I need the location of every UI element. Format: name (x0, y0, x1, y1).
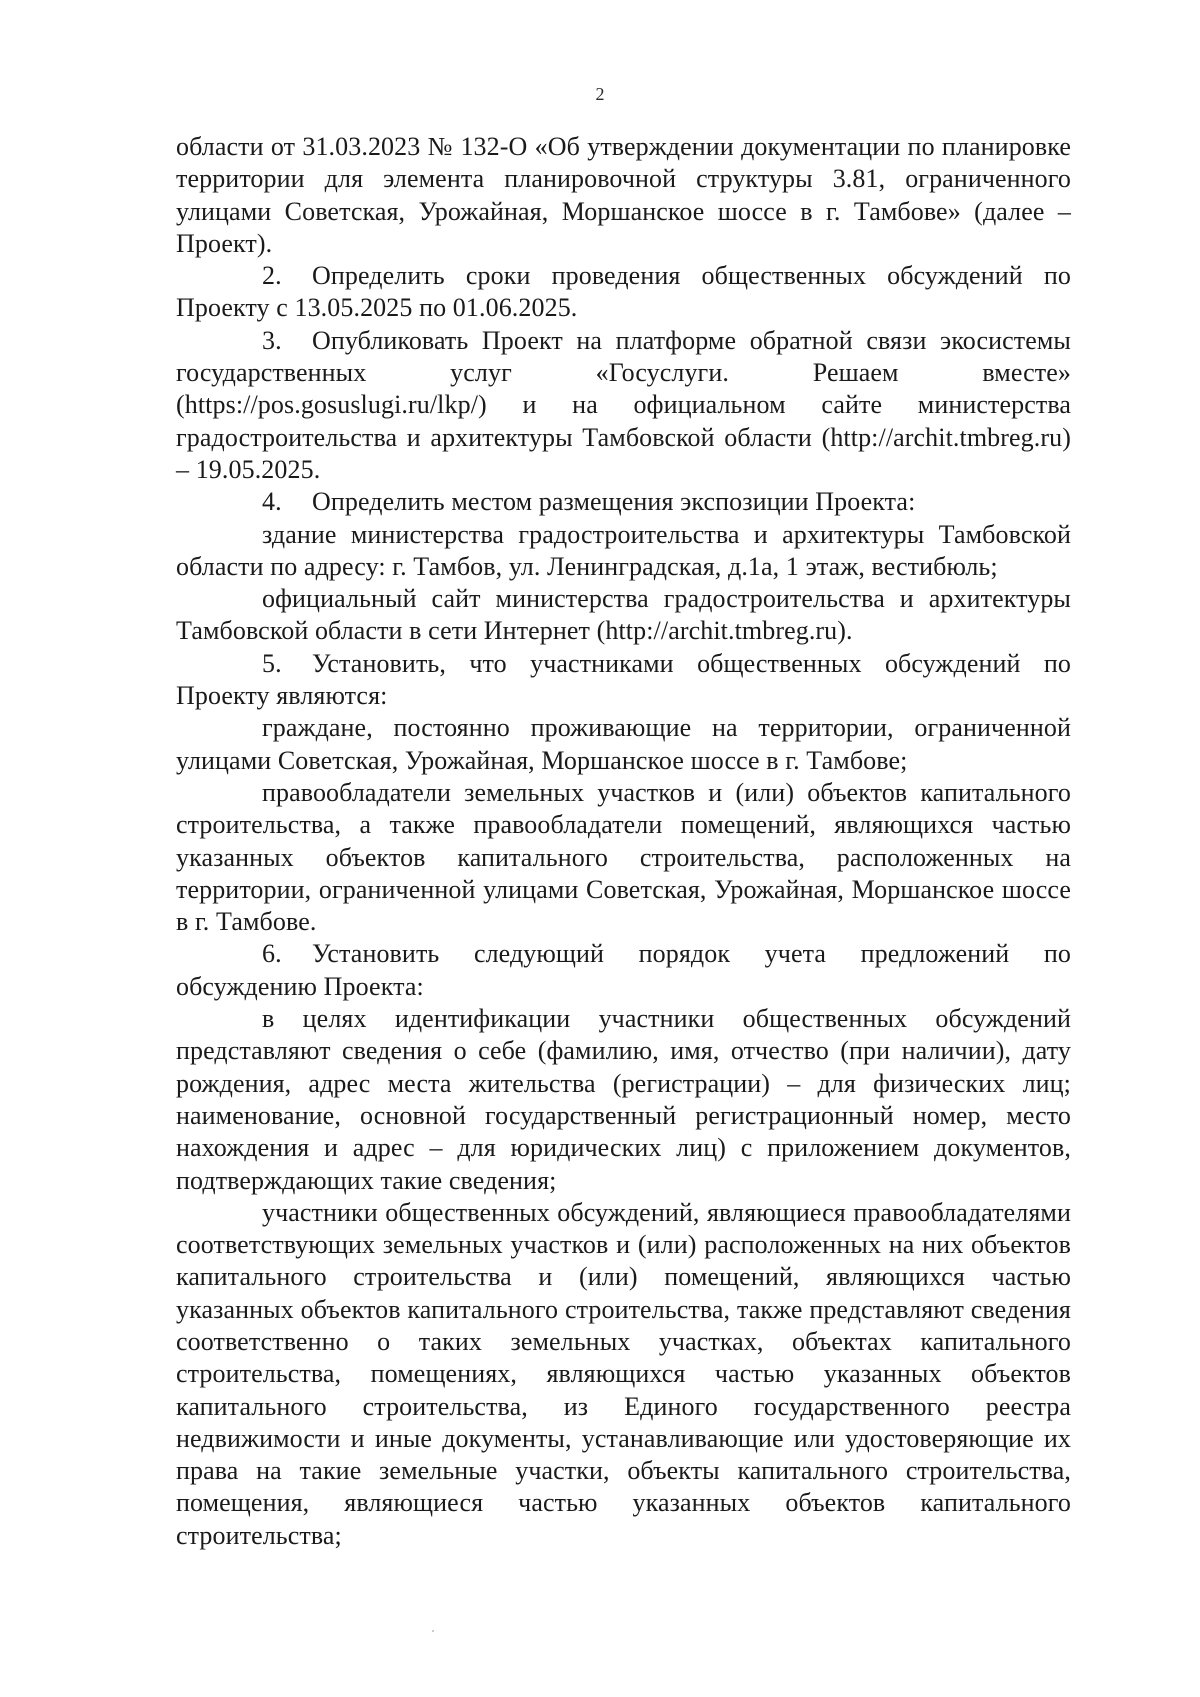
paragraph-subitem (176, 1197, 1071, 1552)
paragraph-text: здание министерства градостроительства и архитектуры Тамбовской области по адресу: г. Тамбов, ул. Ленинградская, д.1а, 1 этаж, вестибюль; (176, 519, 1071, 581)
paragraph-item-6 (176, 938, 1071, 1003)
paragraph-text: Определить сроки проведения общественных обсуждений по Проекту с 13.05.2025 по 01.06.2025. (176, 261, 1071, 323)
paragraph-text: Установить следующий порядок учета предложений по обсуждению Проекта: (176, 939, 1071, 1001)
page-number: 2 (595, 84, 605, 104)
paragraph-text: официальный сайт министерства градостроительства и архитектуры Тамбовской области в сети Интернет (http://archit.tmbreg.ru). (176, 584, 1071, 646)
item-number: 4. (262, 487, 282, 517)
paragraph-text: граждане, постоянно проживающие на территории, ограниченной улицами Советская, Урожайная, Моршанское шоссе в г. Тамбове; (176, 713, 1071, 775)
paragraph-text: Установить, что участниками общественных обсуждений по Проекту являются: (176, 648, 1071, 711)
paragraph-subitem (176, 519, 1071, 584)
paragraph-subitem (176, 777, 1071, 938)
paragraph-continuation (176, 131, 1071, 260)
paragraph-subitem (176, 712, 1071, 777)
paragraph-text: в целях идентификации участники общественных обсуждений представляют сведения о себе (фамилию, имя, отчество (при наличии), дату рождения, адрес места жительства (регистрации) – для физических лиц; наименование, основной государственный регистрационный номер, место нахождения и адрес – для юридических лиц) с приложением документов, подтверждающих такие сведения; (176, 1004, 1071, 1195)
document-body (176, 131, 1071, 1552)
item-number: 5. (262, 648, 282, 678)
scan-speck (432, 1630, 434, 1632)
paragraph-text: правообладатели земельных участков и (или) объектов капитального строительства, а также правообладатели помещений, являющихся частью указанных объектов капитального строительства, расположенных на территории, ограниченной улицами Советская, Урожайная, Моршанское шоссе в г. Тамбове. (176, 777, 1071, 937)
paragraph-subitem (176, 1003, 1071, 1197)
paragraph-item-2 (176, 260, 1071, 325)
paragraph-text: области от 31.03.2023 № 132-О «Об утверждении документации по планировке территории для элемента планировочной структуры 3.81, ограниченного улицами Советская, Урожайная, Моршанское шоссе в г. Тамбове» (далее – Проект). (176, 132, 1071, 258)
paragraph-item-5 (176, 648, 1071, 713)
item-number: 3. (262, 325, 282, 355)
item-number: 2. (262, 261, 282, 291)
paragraph-item-4 (176, 486, 1071, 518)
paragraph-subitem (176, 583, 1071, 648)
paragraph-text: Определить местом размещения экспозиции Проекта: (312, 487, 916, 517)
paragraph-text: участники общественных обсуждений, являющиеся правообладателями соответствующих земельных участков и (или) расположенных на них объектов капитального строительства и (или) помещений, являющихся частью указанных объектов капитального строительства, также представляют сведения соответственно о таких земельных участках, объектах капитального строительства, помещениях, являющихся частью указанных объектов капитального строительства, из Единого государственного реестра недвижимости и иные документы, устанавливающие или удостоверяющие их права на такие земельные участки, объекты капитального строительства, помещения, являющиеся частью указанных объектов капитального строительства; (176, 1197, 1071, 1550)
paragraph-item-3 (176, 325, 1071, 486)
item-number: 6. (262, 939, 282, 969)
paragraph-text: Опубликовать Проект на платформе обратной связи экосистемы государственных услуг «Госуслуги. Решаем вместе» (https://pos.gosuslugi.ru/lkp/) и на официальном сайте министерства градостроительства и архитектуры Тамбовской области (http://archit.tmbreg.ru) – 19.05.2025. (176, 325, 1071, 484)
